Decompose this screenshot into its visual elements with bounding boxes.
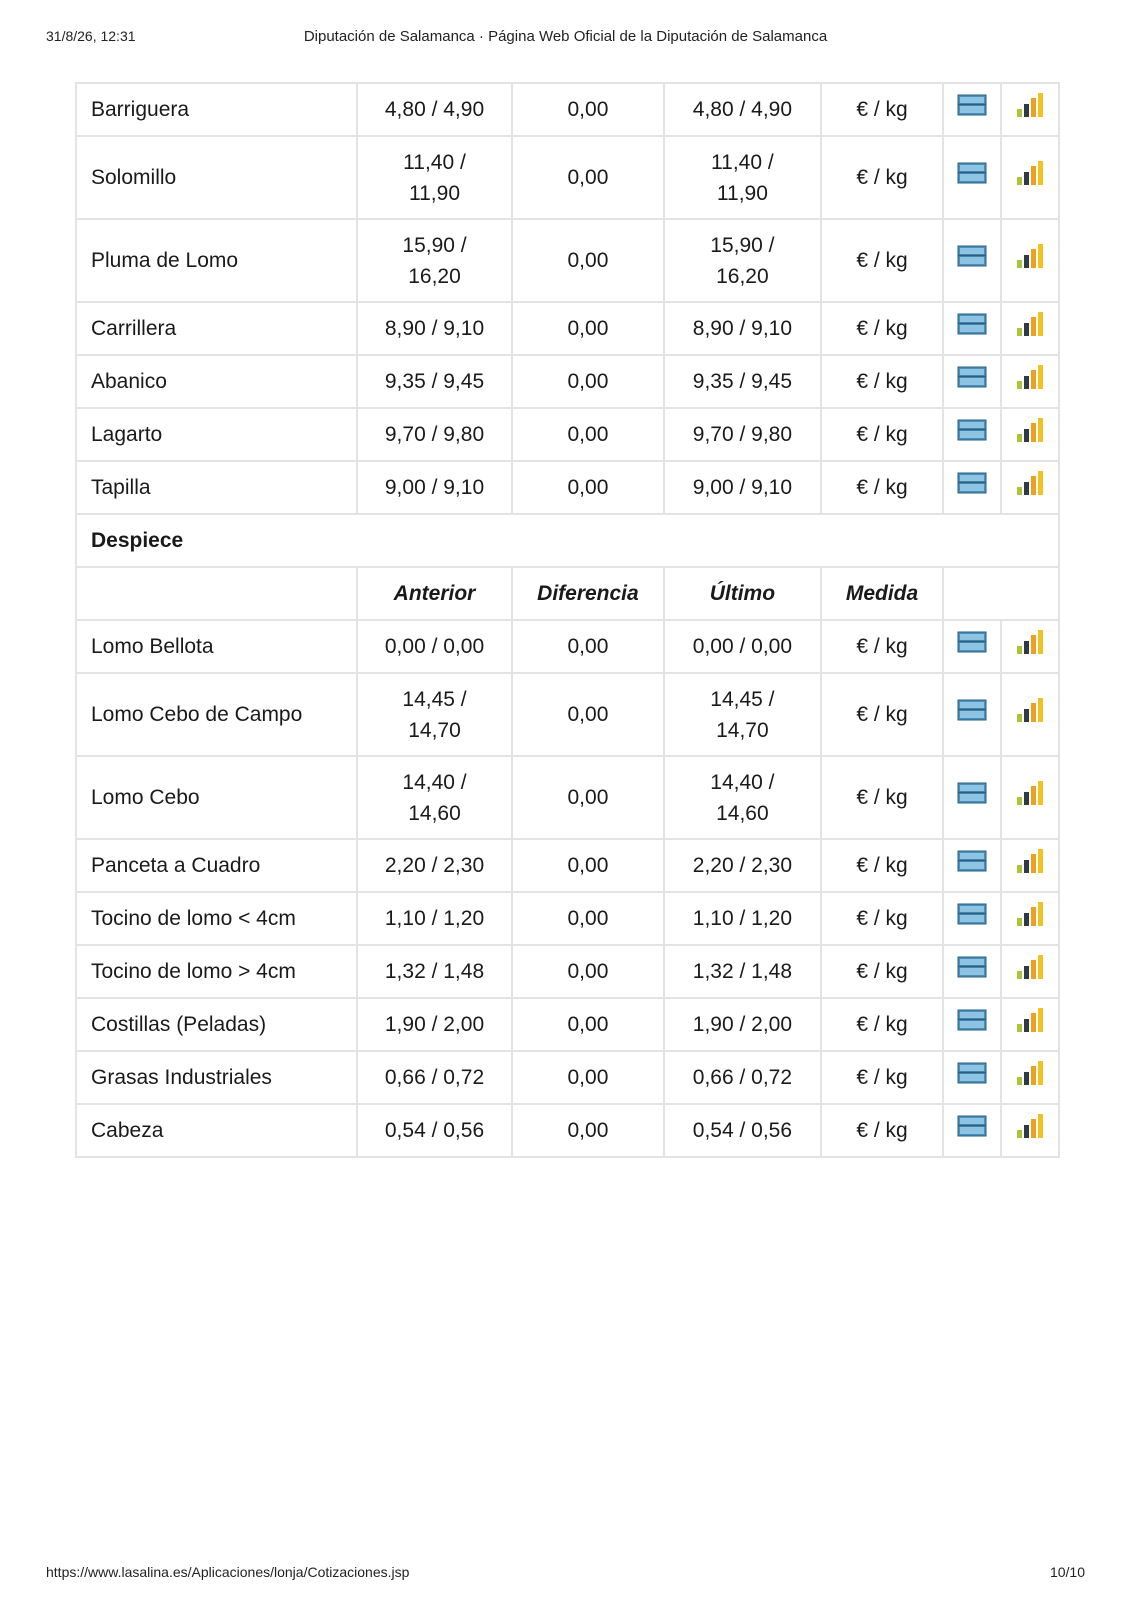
product-name-label: Pluma de Lomo [91, 249, 239, 272]
bar-chart-icon[interactable] [1015, 697, 1045, 732]
anterior-value-line: 2,20 / 2,30 [384, 854, 485, 877]
product-name [76, 461, 357, 514]
medida-value: € / kg [821, 1104, 944, 1157]
anterior-value-line: 0,66 / 0,72 [384, 1066, 485, 1089]
anterior-value [357, 408, 511, 461]
diferencia-value: 0,00 [512, 302, 664, 355]
diferencia-value: 0,00 [512, 892, 664, 945]
anterior-value-line: 0,54 / 0,56 [384, 1119, 485, 1142]
chart-view-cell [1001, 136, 1059, 219]
chart-view-cell [1001, 1051, 1059, 1104]
diferencia-value: 0,00 [512, 408, 664, 461]
medida-value: € / kg [821, 355, 944, 408]
product-name [76, 136, 357, 219]
table-view-cell [943, 945, 1000, 998]
ultimo-value [664, 620, 821, 673]
diferencia-value: 0,00 [512, 756, 664, 839]
bar-chart-icon[interactable] [1015, 954, 1045, 989]
anterior-value [357, 302, 511, 355]
ultimo-value-line: 14,70 [716, 718, 769, 742]
product-name-label: Lomo Cebo de Campo [91, 703, 303, 726]
ultimo-value-line: 14,45 / [710, 687, 775, 711]
bar-chart-icon[interactable] [1015, 848, 1045, 883]
table-view-cell [943, 998, 1000, 1051]
ultimo-value [664, 756, 821, 839]
page-number: 10/10 [1049, 1564, 1085, 1580]
diferencia-value: 0,00 [512, 1051, 664, 1104]
table-icon[interactable] [957, 162, 987, 193]
ultimo-value-line: 9,70 / 9,80 [692, 423, 793, 446]
table-icon[interactable] [957, 699, 987, 730]
product-name [76, 998, 357, 1051]
medida-value: € / kg [821, 408, 944, 461]
ultimo-value [664, 998, 821, 1051]
anterior-value-line: 1,32 / 1,48 [384, 960, 485, 983]
anterior-value [357, 461, 511, 514]
table-view-cell [943, 1104, 1000, 1157]
chart-view-cell [1001, 461, 1059, 514]
price-table [75, 82, 1060, 1158]
bar-chart-icon[interactable] [1015, 243, 1045, 278]
ultimo-value-line: 15,90 / [710, 233, 775, 257]
anterior-value [357, 892, 511, 945]
bar-chart-icon[interactable] [1015, 780, 1045, 815]
medida-value: € / kg [821, 839, 944, 892]
table-view-cell [943, 136, 1000, 219]
column-header-row [76, 567, 1059, 620]
ultimo-value-line: 11,90 [716, 181, 768, 205]
anterior-value-line: 11,40 / [403, 150, 466, 174]
chart-view-cell [1001, 355, 1059, 408]
table-row [76, 998, 1059, 1051]
page-title: Diputación de Salamanca · Página Web Oficial de la Diputación de Salamanca [303, 28, 828, 45]
medida-value: € / kg [821, 83, 944, 136]
product-name-label: Barriguera [91, 98, 190, 121]
table-row [76, 408, 1059, 461]
anterior-value [357, 998, 511, 1051]
bar-chart-icon[interactable] [1015, 364, 1045, 399]
table-view-cell [943, 461, 1000, 514]
ultimo-value [664, 1104, 821, 1157]
chart-view-cell [1001, 756, 1059, 839]
table-view-cell [943, 756, 1000, 839]
table-row [76, 945, 1059, 998]
ultimo-value-line: 16,20 [716, 264, 769, 288]
bar-chart-icon[interactable] [1015, 901, 1045, 936]
chart-view-cell [1001, 945, 1059, 998]
medida-value: € / kg [821, 892, 944, 945]
table-icon[interactable] [957, 1009, 987, 1040]
anterior-value-line: 16,20 [408, 264, 461, 288]
anterior-value [357, 1051, 511, 1104]
bar-chart-icon[interactable] [1015, 470, 1045, 505]
chart-view-cell [1001, 302, 1059, 355]
bar-chart-icon[interactable] [1015, 417, 1045, 452]
anterior-value [357, 83, 511, 136]
medida-value: € / kg [821, 1051, 944, 1104]
anterior-value-line: 15,90 / [402, 233, 467, 257]
section-title: Despiece [76, 514, 1059, 567]
bar-chart-icon[interactable] [1015, 92, 1045, 127]
table-row [76, 839, 1059, 892]
anterior-value-line: 9,35 / 9,45 [384, 370, 485, 393]
chart-view-cell [1001, 83, 1059, 136]
table-row [76, 673, 1059, 756]
table-row [76, 136, 1059, 219]
column-header-ultimo: Último [664, 567, 821, 620]
ultimo-value [664, 892, 821, 945]
table-icon[interactable] [957, 313, 987, 344]
column-header-icons-blank [943, 567, 1059, 620]
table-view-cell [943, 83, 1000, 136]
anterior-value-line: 14,40 / [402, 770, 467, 794]
print-date: 31/8/26, 12:31 [46, 28, 136, 44]
column-header-diferencia: Diferencia [512, 567, 664, 620]
table-view-cell [943, 839, 1000, 892]
table-icon[interactable] [957, 1115, 987, 1146]
table-row [76, 83, 1059, 136]
product-name [76, 620, 357, 673]
anterior-value [357, 839, 511, 892]
ultimo-value [664, 673, 821, 756]
medida-value: € / kg [821, 461, 944, 514]
product-name-label: Cabeza [91, 1119, 164, 1142]
table-row [76, 1051, 1059, 1104]
anterior-value [357, 219, 511, 302]
table-icon[interactable] [957, 419, 987, 450]
bar-chart-icon[interactable] [1015, 311, 1045, 346]
table-icon[interactable] [957, 245, 987, 276]
product-name-label: Abanico [91, 370, 167, 393]
table-row [76, 302, 1059, 355]
ultimo-value-line: 1,10 / 1,20 [692, 907, 793, 930]
table-view-cell [943, 219, 1000, 302]
table-view-cell [943, 620, 1000, 673]
anterior-value-line: 8,90 / 9,10 [384, 317, 485, 340]
anterior-value [357, 756, 511, 839]
bar-chart-icon[interactable] [1015, 160, 1045, 195]
ultimo-value [664, 839, 821, 892]
chart-view-cell [1001, 219, 1059, 302]
bar-chart-icon[interactable] [1015, 629, 1045, 664]
product-name-label: Lomo Cebo [91, 786, 200, 809]
anterior-value-line: 1,90 / 2,00 [384, 1013, 485, 1036]
table-row [76, 461, 1059, 514]
medida-value: € / kg [821, 219, 944, 302]
diferencia-value: 0,00 [512, 673, 664, 756]
medida-value: € / kg [821, 136, 944, 219]
product-name-label: Costillas (Peladas) [91, 1013, 267, 1036]
anterior-value-line: 11,90 [409, 181, 460, 205]
diferencia-value: 0,00 [512, 998, 664, 1051]
product-name [76, 892, 357, 945]
anterior-value [357, 355, 511, 408]
ultimo-value-line: 0,66 / 0,72 [692, 1066, 793, 1089]
ultimo-value [664, 136, 821, 219]
table-view-cell [943, 1051, 1000, 1104]
anterior-value [357, 136, 511, 219]
ultimo-value-line: 0,54 / 0,56 [692, 1119, 793, 1142]
anterior-value-line: 9,70 / 9,80 [384, 423, 485, 446]
chart-view-cell [1001, 673, 1059, 756]
table-row [76, 756, 1059, 839]
product-name-label: Lomo Bellota [91, 635, 214, 658]
table-icon[interactable] [957, 1062, 987, 1093]
product-name [76, 302, 357, 355]
chart-view-cell [1001, 892, 1059, 945]
bar-chart-icon[interactable] [1015, 1007, 1045, 1042]
column-header-blank [76, 567, 357, 620]
medida-value: € / kg [821, 945, 944, 998]
product-name-label: Tapilla [91, 476, 151, 499]
product-name [76, 83, 357, 136]
ultimo-value-line: 9,00 / 9,10 [692, 476, 793, 499]
table-row [76, 620, 1059, 673]
product-name [76, 408, 357, 461]
table-view-cell [943, 355, 1000, 408]
anterior-value-line: 0,00 / 0,00 [384, 635, 485, 658]
product-name [76, 1104, 357, 1157]
anterior-value-line: 1,10 / 1,20 [384, 907, 485, 930]
product-name [76, 839, 357, 892]
diferencia-value: 0,00 [512, 219, 664, 302]
ultimo-value-line: 2,20 / 2,30 [692, 854, 793, 877]
product-name-label: Tocino de lomo > 4cm [91, 960, 296, 983]
ultimo-value [664, 355, 821, 408]
table-icon[interactable] [957, 782, 987, 813]
ultimo-value [664, 461, 821, 514]
table-icon[interactable] [957, 850, 987, 881]
ultimo-value-line: 0,00 / 0,00 [692, 635, 793, 658]
diferencia-value: 0,00 [512, 1104, 664, 1157]
medida-value: € / kg [821, 673, 944, 756]
product-name [76, 756, 357, 839]
chart-view-cell [1001, 620, 1059, 673]
table-icon[interactable] [957, 956, 987, 987]
ultimo-value-line: 1,32 / 1,48 [692, 960, 793, 983]
column-header-medida: Medida [821, 567, 944, 620]
chart-view-cell [1001, 1104, 1059, 1157]
diferencia-value: 0,00 [512, 461, 664, 514]
column-header-anterior: Anterior [357, 567, 511, 620]
table-view-cell [943, 302, 1000, 355]
ultimo-value-line: 9,35 / 9,45 [692, 370, 793, 393]
medida-value: € / kg [821, 302, 944, 355]
table-view-cell [943, 673, 1000, 756]
product-name [76, 219, 357, 302]
anterior-value-line: 14,70 [408, 718, 461, 742]
product-name [76, 355, 357, 408]
section-header-row [76, 514, 1059, 567]
diferencia-value: 0,00 [512, 839, 664, 892]
anterior-value-line: 9,00 / 9,10 [384, 476, 485, 499]
diferencia-value: 0,00 [512, 83, 664, 136]
ultimo-value-line: 1,90 / 2,00 [692, 1013, 793, 1036]
anterior-value-line: 4,80 / 4,90 [384, 98, 485, 121]
table-row [76, 355, 1059, 408]
anterior-value-line: 14,60 [408, 801, 461, 825]
ultimo-value [664, 83, 821, 136]
ultimo-value [664, 219, 821, 302]
ultimo-value-line: 8,90 / 9,10 [692, 317, 793, 340]
table-icon[interactable] [957, 631, 987, 662]
medida-value: € / kg [821, 998, 944, 1051]
anterior-value [357, 945, 511, 998]
page-url: https://www.lasalina.es/Aplicaciones/lonja/Cotizaciones.jsp [46, 1564, 410, 1580]
table-icon[interactable] [957, 366, 987, 397]
diferencia-value: 0,00 [512, 355, 664, 408]
table-icon[interactable] [957, 94, 987, 125]
ultimo-value [664, 302, 821, 355]
table-row [76, 892, 1059, 945]
product-name [76, 673, 357, 756]
anterior-value-line: 14,45 / [402, 687, 467, 711]
ultimo-value [664, 945, 821, 998]
table-view-cell [943, 408, 1000, 461]
product-name-label: Panceta a Cuadro [91, 854, 261, 877]
ultimo-value-line: 11,40 / [711, 150, 774, 174]
table-row [76, 1104, 1059, 1157]
ultimo-value [664, 1051, 821, 1104]
table-icon[interactable] [957, 903, 987, 934]
table-row [76, 219, 1059, 302]
chart-view-cell [1001, 998, 1059, 1051]
anterior-value [357, 673, 511, 756]
product-name-label: Tocino de lomo < 4cm [91, 907, 296, 930]
anterior-value [357, 1104, 511, 1157]
diferencia-value: 0,00 [512, 945, 664, 998]
bar-chart-icon[interactable] [1015, 1113, 1045, 1148]
product-name-label: Solomillo [91, 166, 177, 189]
table-view-cell [943, 892, 1000, 945]
chart-view-cell [1001, 408, 1059, 461]
chart-view-cell [1001, 839, 1059, 892]
anterior-value [357, 620, 511, 673]
ultimo-value-line: 4,80 / 4,90 [692, 98, 793, 121]
ultimo-value-line: 14,60 [716, 801, 769, 825]
product-name-label: Grasas Industriales [91, 1066, 272, 1089]
product-name [76, 1051, 357, 1104]
diferencia-value: 0,00 [512, 136, 664, 219]
diferencia-value: 0,00 [512, 620, 664, 673]
bar-chart-icon[interactable] [1015, 1060, 1045, 1095]
table-icon[interactable] [957, 472, 987, 503]
medida-value: € / kg [821, 756, 944, 839]
ultimo-value-line: 14,40 / [710, 770, 775, 794]
ultimo-value [664, 408, 821, 461]
product-name-label: Lagarto [91, 423, 163, 446]
medida-value: € / kg [821, 620, 944, 673]
product-name-label: Carrillera [91, 317, 177, 340]
product-name [76, 945, 357, 998]
